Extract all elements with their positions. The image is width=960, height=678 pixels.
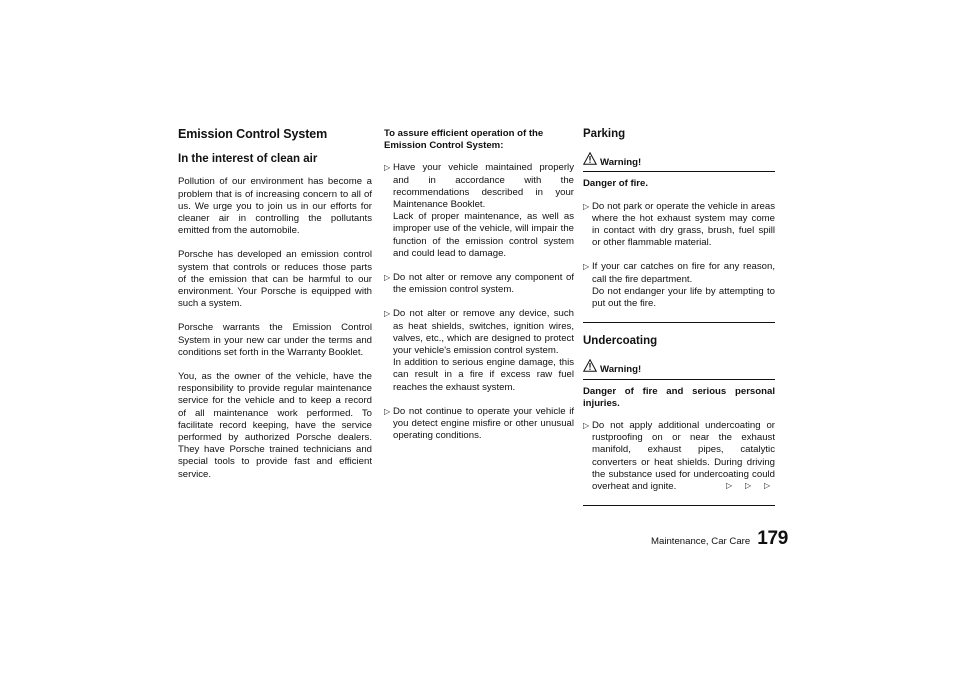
warning-label: Warning! <box>600 157 642 169</box>
bullet-arrow-icon: ▷ <box>384 309 391 319</box>
list-item-text: Do not park or operate the vehicle in areas where the hot exhaust system may come in contact with dry grass, brush, fuel spill or other flammable material. <box>592 200 775 249</box>
list-item <box>384 406 574 443</box>
warning-triangle-icon <box>583 152 597 169</box>
bullet-arrow-icon: ▷ <box>583 421 590 431</box>
continue-arrow-icon: ▷ <box>745 481 752 490</box>
warning-header <box>583 359 775 379</box>
list-item <box>583 261 775 310</box>
bullet-arrow-icon: ▷ <box>384 406 391 416</box>
danger-text: Danger of fire and serious personal injuries. <box>583 385 775 409</box>
bullet-list <box>583 201 775 311</box>
bullet-arrow-icon: ▷ <box>384 273 391 283</box>
list-item <box>583 201 775 250</box>
continue-arrow-icon: ▷ <box>764 481 771 490</box>
section-title-undercoating: Undercoating <box>583 335 658 348</box>
section-title-emission-control: Emission Control System <box>178 127 328 141</box>
list-item-text: Do not apply additional undercoating or rustproofing on or near the exhaust manifold, exhaust pipes, catalytic converters or heat shields. During driving the substance used for undercoating could overheat and ignite. <box>592 420 775 493</box>
list-item-text: Lack of proper maintenance, as well as improper use of the vehicle, will impair the function of the emission control system and could lead to damage. <box>393 211 574 259</box>
list-item-text: Do not alter or remove any device, such as heat shields, switches, ignition wires, valves, etc., which are designed to protect your vehicle's emission control system. <box>393 308 574 357</box>
section-title-parking: Parking <box>583 128 626 140</box>
danger-text: Danger of fire. <box>583 178 649 190</box>
bullet-arrow-icon: ▷ <box>583 201 590 211</box>
column-efficient-operation <box>384 128 574 454</box>
bullet-arrow-icon: ▷ <box>384 163 391 173</box>
list-item-text: Do not continue to operate your vehicle if you detect engine misfire or other unusual operating conditions. <box>393 405 574 442</box>
intro-heading: To assure efficient operation of the Emission Control System: <box>384 128 544 152</box>
paragraph: You, as the owner of the vehicle, have the responsibility to provide regular maintenance service for the vehicle and to keep a record of all maintenance work performed. To facilitate record keeping, have the service performed by authorized Porsche dealers. They have Porsche trained technicians and special tools to provide fast and efficient service. <box>178 371 372 480</box>
paragraph: Pollution of our environment has become a problem that is of increasing concern to all of us. We urge you to join us in our efforts for cleaner air in controlling the pollutants emitted from the automobile. <box>178 176 372 237</box>
list-item-text: In addition to serious engine damage, this can result in a fire if excess raw fuel reaches the exhaust system. <box>393 357 574 393</box>
warning-label: Warning! <box>600 364 642 376</box>
bullet-arrow-icon: ▷ <box>583 262 590 272</box>
list-item-text: If your car catches on fire for any reason, call the fire department. <box>592 261 775 285</box>
subsection-title-clean-air: In the interest of clean air <box>178 153 318 166</box>
list-item-text: Do not endanger your life by attempting to put out the fire. <box>592 285 775 310</box>
list-item-text: Have your vehicle maintained properly and in accordance with the recommendations described in your Maintenance Booklet. <box>393 162 574 211</box>
list-item <box>384 272 574 296</box>
continue-arrow-icon: ▷ <box>726 481 733 490</box>
bullet-list <box>384 162 574 442</box>
list-item-text: Do not alter or remove any component of the emission control system. <box>393 272 574 296</box>
list-item <box>384 162 574 260</box>
footer-section-label: Maintenance, Car Care <box>651 536 751 547</box>
divider <box>583 505 775 506</box>
warning-triangle-icon <box>583 359 597 376</box>
page-number: 179 <box>757 528 788 549</box>
page-footer <box>651 528 788 550</box>
paragraph: Porsche warrants the Emission Control System in your new car under the terms and conditions set forth in the Warranty Booklet. <box>178 322 372 358</box>
divider <box>583 322 775 323</box>
paragraph: Porsche has developed an emission control system that controls or reduces those parts of the emission that can be harmful to our environment. Your Porsche is equipped with such a system. <box>178 249 372 310</box>
continued-arrows <box>726 481 783 490</box>
warning-header <box>583 152 775 172</box>
column-emission-control <box>178 128 372 493</box>
list-item <box>384 308 574 393</box>
column-warnings <box>583 128 775 518</box>
